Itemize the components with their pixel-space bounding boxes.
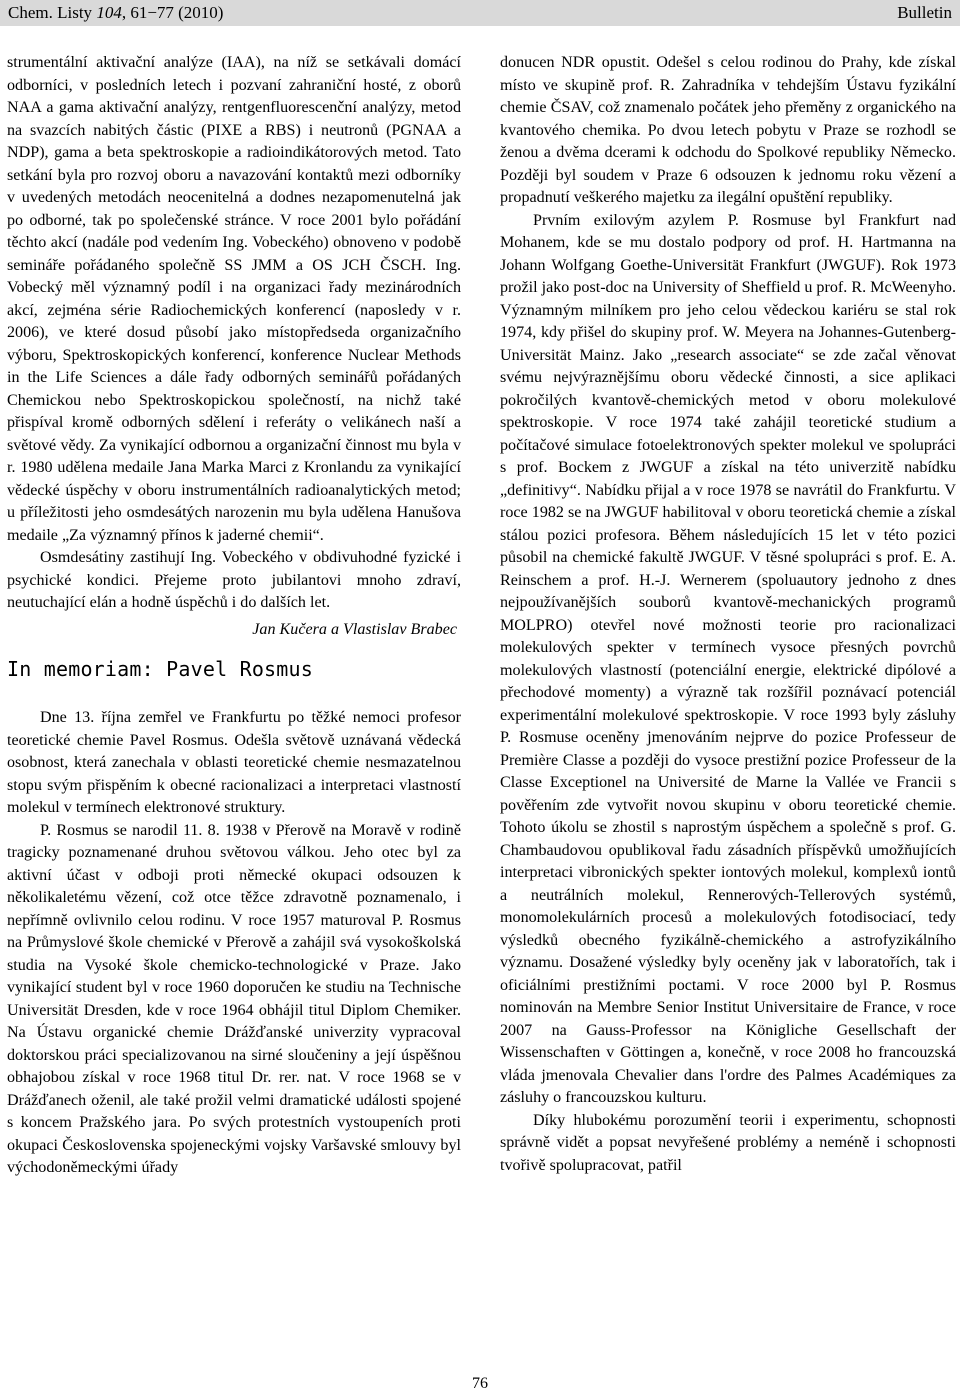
memoriam-heading: In memoriam: Pavel Rosmus xyxy=(7,657,314,681)
journal-citation xyxy=(8,0,223,26)
paragraph-birthday-wishes: Osmdesátiny zastihují Ing. Vobeckého v obdivuhodné fyzické i psychické kondici. Přejeme proto jubilantovi mnoho zdraví, neutuchající elán a hodně úspěchů i do dalších let. xyxy=(7,549,461,611)
page-number: 76 xyxy=(472,1375,488,1392)
paragraph-closing: Díky hlubokému porozumění teorii i experimentu, schopnosti správně vidět a popsat nevyřešené problémy a neméně i schopnosti tvořivě spolupracovat, patřil xyxy=(500,1111,956,1174)
journal-volume: 104 xyxy=(96,3,122,22)
left-column xyxy=(7,52,461,1180)
paragraph-career: Prvním exilovým azylem P. Rosmuse byl Frankfurt nad Mohanem, kde se mu dostalo podpory od prof. H. Hartmanna na Johann Wolfgang Goethe-Universität Frankfurt (JWGUF). Rok 1973 prožil jako post-doc na University of Sheffield u prof. R. McWeenyho. Významným milníkem pro jeho celou vědeckou kariéru se stal rok 1974, kdy přišel do skupiny prof. W. Meyera na Johannes-Gutenberg-Universität Mainz. Jako „research associate“ se zde začal věnovat svému nejvýraznějšímu oboru vědecké činnosti, a sice aplikaci pokročilých kvantově-chemických metod v oboru molekulové spektroskopie. V roce 1974 také zahájil teoretické studium a počítačové simulace fotoelektronových spekter molekul ve spolupráci s prof. Bockem z JWGUF a získal na této univerzitě nabídku „definitivy“. Nabídku přijal a v roce 1978 se navrátil do Frankfurtu. V roce 1982 se na JWGUF habilitoval v oboru teoretická chemie a získal stálou pozici profesora. Během následujících 15 let v této pozici působil na chemické fakultě JWGUF. V těsné spolupráci s prof. E. A. Reinschem a prof. H.-J. Wernerem (spoluautory jednoho z dnes nejpoužívanějších souborů kvantově-mechanických programů MOLPRO) otevřel nové možnosti teorie pro racionalizaci molekulových spekter v termínech vysoce přesných povrchů molekulových vlastností (potenciální energie, elektrické dipólové a přechodové momenty) a výrazně tak rozšířil poznávací potenciál experimentální molekulové spektroskopie. V roce 1993 byly zásluhy P. Rosmuse oceněny jmenováním nejprve do pozice Professeur de Première Classe a později do vysoce prestižní pozice Professeur de la Classe Exceptionel na Université de Marne la Vallée ve Francii s pověřením zde vytvořit novou skupinu v oboru teoretické chemie. Tohoto úkolu se zhostil s naprostým úspěchem a společně s prof. G. Chambaudovou opublikoval řadu zásadních příspěvků umožňujících interpretaci vibronických spekter iontových molekul, komplexů iontů a neutrálních molekul, Rennerových-Tellerových systémů, monomolekulárních procesů a molekulových fotodisociací, tedy výsledků obecného fyzikálně-chemického a astrofyzikálního významu. Dosažené výsledky byly oceněny jak v laboratořích, tak i oficiálními prestižními poctami. V roce 2000 byl P. Rosmus nominován na Membre Senior Institut Universitaire de France, v roce 2007 na Gauss-Professor na Königliche Gesellschaft der Wissenschaften v Göttingen a, konečně, v roce 2008 ho francouzská vláda jmenovala Chevalier dans l'ordre des Palmes Académiques za zásluhy o francouzskou kulturu. xyxy=(500,211,956,1106)
journal-pages: , 61−77 (2010) xyxy=(121,3,224,22)
journal-name: Chem. Listy xyxy=(8,3,97,22)
paragraph-biography-early: P. Rosmus se narodil 11. 8. 1938 v Přerově na Moravě v rodině tragicky poznamenané druhou světovou válkou. Jeho otec byl za aktivní účast v odboji proti německé okupaci odsouzen k několikaletému vězení, což otce těžce zdravotně poznamenalo, i nepřímně ovlivnilo celou rodinu. V roce 1957 maturoval P. Rosmus na Průmyslové škole chemické v Přerově a zahájil svá vysokoškolská studia na Vysoké škole chemicko-technologické v Praze. Jako vynikající student byl v roce 1960 doporučen ke studiu na Technische Universität Dresden, kde v roce 1964 obhájil titul Diplom Chemiker. Na Ústavu organické chemie Drážďanské univerzity vypracoval doktorskou práci specializovanou na sirné sloučeniny a její úspěšnou obhajobou získal v roce 1968 titul Dr. rer. nat. V roce 1968 se v Drážďanech oženil, ale také prožil velmi dramatické události spojené s koncem Pražského jara. Po svých protestních vystoupeních proti okupaci Československa spojeneckými vojsky Varšavské smlouvy byl východoněmeckými úřady xyxy=(7,821,461,1176)
right-column xyxy=(500,52,956,1177)
paragraph-emigration: donucen NDR opustit. Odešel s celou rodinou do Prahy, kde získal místo ve skupině prof. R. Zahradníka v tehdejším Ústavu fyzikální chemie ČSAV, což znamenalo počátek jeho přeměny z organického na kvantového chemika. Po dvou letech pobytu v Praze se rozhodl se ženou a dvěma dcerami k odchodu do Spolkové republiky Německo. Později byl soudem v Praze 6 odsouzen k jednomu roku vězení a propadnutí veškerého majetku za ilegální opuštění republiky. xyxy=(500,54,956,206)
paragraph-obituary-intro: Dne 13. října zemřel ve Frankfurtu po těžké nemoci profesor teoretické chemie Pavel Rosmus. Odešla světově uznávaná vědecká osobnost, která zanechala v oblasti teoretické chemie nesmazatelnou stopu svým přispěním k obecné racionalizaci a interpretaci vlastností molekul v termínech elektronové struktury. xyxy=(7,709,461,816)
running-header xyxy=(0,0,960,26)
paragraph-iaa-conferences: strumentální aktivační analýze (IAA), na níž se setkávali domácí odborníci, v posledních letech i pozvaní zahraniční hosté, z oborů NAA a gama aktivační analýzy, rentgenfluorescenční analýzy, metod na svazcích nabitých částic (PIXE a RBS) i neutronů (PGNAA a NDP), gama a beta spektroskopie a radioindikátorových metod. Tato setkání byla pro rozvoj oboru a navazování kontaktů mezi odborníky v uvedených metodách neocenitelná a dodnes nezapomenutelná jak po odborné, tak po společenské stránce. V roce 2001 bylo pořádání těchto akcí (nadále pod vedením Ing. Vobeckého) obnoveno v podobě semináře pořádaného společně SS JMM a OS JCH ČSCH. Ing. Vobecký měl významný podíl i na organizaci řady mezinárodních akcí, zejména série Radiochemických konferencí (naposledy v r. 2006), ve které dosud působí jako místopředseda organizačního výboru, Spektroskopických konferencí, konference Nuclear Methods in the Life Sciences a dále řady odborných seminářů pořádaných Chemickou nebo Spektroskopickou společností, na nichž také přispíval kromě odborných sdělení i referáty o velikánech naší a světové vědy. Za vynikající odbornou a organizační činnost mu byla v r. 1980 udělena medaile Jana Marka Marci z Kronlandu za vynikající vědecké úspěchy v oboru instrumentálních radioanalytických metod; u příležitosti jeho osmdesátých narozenin mu byla udělena Hanušova medaile „Za významný přínos k jaderné chemii“. xyxy=(7,54,461,544)
article-signature: Jan Kučera a Vlastislav Brabec xyxy=(252,620,457,638)
section-label: Bulletin xyxy=(897,3,952,22)
